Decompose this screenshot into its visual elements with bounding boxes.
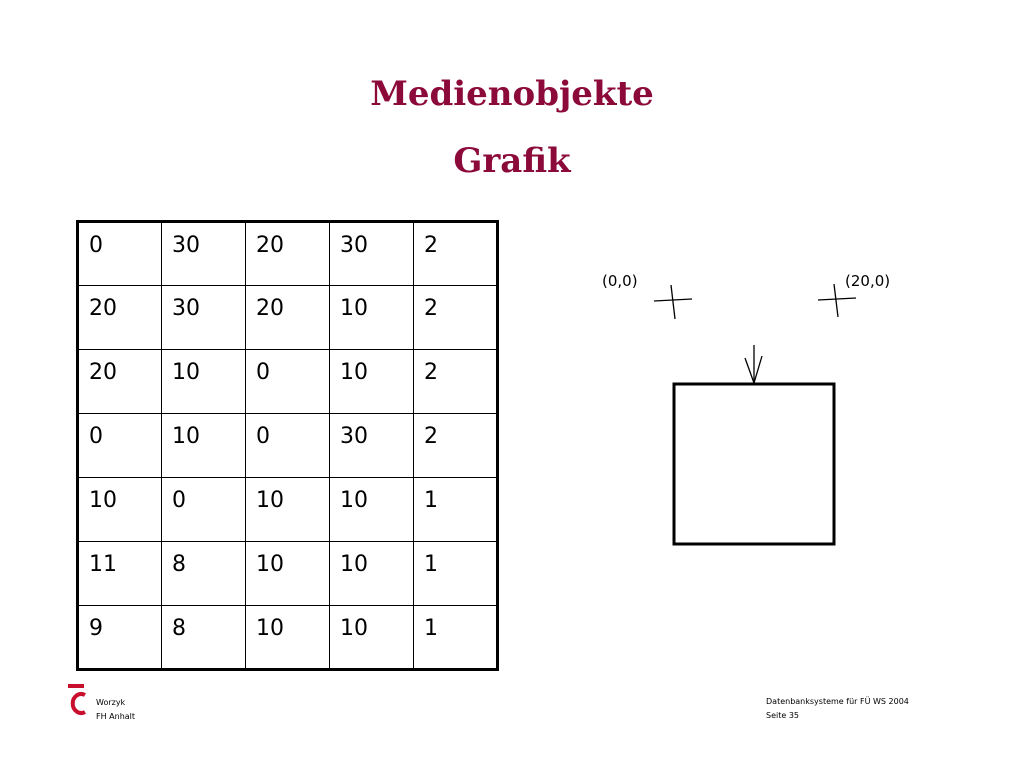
table-row (78, 222, 498, 286)
footer-organization: FH Anhalt (96, 712, 136, 721)
table-row (78, 606, 498, 670)
table-cell: 2 (414, 286, 498, 350)
table-cell: 20 (246, 286, 330, 350)
table-cell: 10 (330, 542, 414, 606)
table-cell: 30 (330, 414, 414, 478)
table-cell: 20 (246, 222, 330, 286)
table-cell: 8 (162, 606, 246, 670)
square-shape (674, 384, 834, 544)
slide-subtitle: Grafik (453, 141, 571, 181)
table-cell: 1 (414, 478, 498, 542)
table-cell: 0 (78, 414, 162, 478)
table-cell: 10 (330, 286, 414, 350)
table-cell: 10 (246, 542, 330, 606)
table-cell: 30 (162, 286, 246, 350)
origin-coordinate-label: (0,0) (602, 272, 638, 290)
footer-page-number: Seite 35 (766, 711, 800, 720)
table-row (78, 478, 498, 542)
point-coordinate-label: (20,0) (845, 272, 891, 290)
table-cell: 0 (162, 478, 246, 542)
logo-icon (66, 683, 88, 717)
table-cell: 30 (330, 222, 414, 286)
table-cell: 9 (78, 606, 162, 670)
footer-author: Worzyk (96, 698, 126, 707)
table-cell: 0 (246, 350, 330, 414)
table-cell: 11 (78, 542, 162, 606)
table-row (78, 542, 498, 606)
table-row (78, 350, 498, 414)
table-cell: 0 (246, 414, 330, 478)
table-cell: 10 (330, 478, 414, 542)
table-cell: 10 (330, 606, 414, 670)
table-cell: 0 (78, 222, 162, 286)
table-cell: 2 (414, 222, 498, 286)
data-table (76, 220, 499, 671)
table-cell: 10 (162, 350, 246, 414)
table-cell: 1 (414, 606, 498, 670)
table-cell: 10 (78, 478, 162, 542)
table-cell: 10 (162, 414, 246, 478)
table-cell: 10 (330, 350, 414, 414)
slide-title: Medienobjekte (370, 74, 654, 114)
table-row (78, 414, 498, 478)
table-cell: 20 (78, 350, 162, 414)
table-cell: 2 (414, 350, 498, 414)
table-cell: 20 (78, 286, 162, 350)
table-cell: 10 (246, 606, 330, 670)
table-row (78, 286, 498, 350)
origin-crosshair-icon (654, 285, 692, 319)
table-cell: 8 (162, 542, 246, 606)
table-cell: 1 (414, 542, 498, 606)
table-cell: 30 (162, 222, 246, 286)
arrow-down-icon (745, 345, 762, 383)
table-cell: 10 (246, 478, 330, 542)
footer-course: Datenbanksysteme für FÜ WS 2004 (766, 697, 909, 706)
table-cell: 2 (414, 414, 498, 478)
